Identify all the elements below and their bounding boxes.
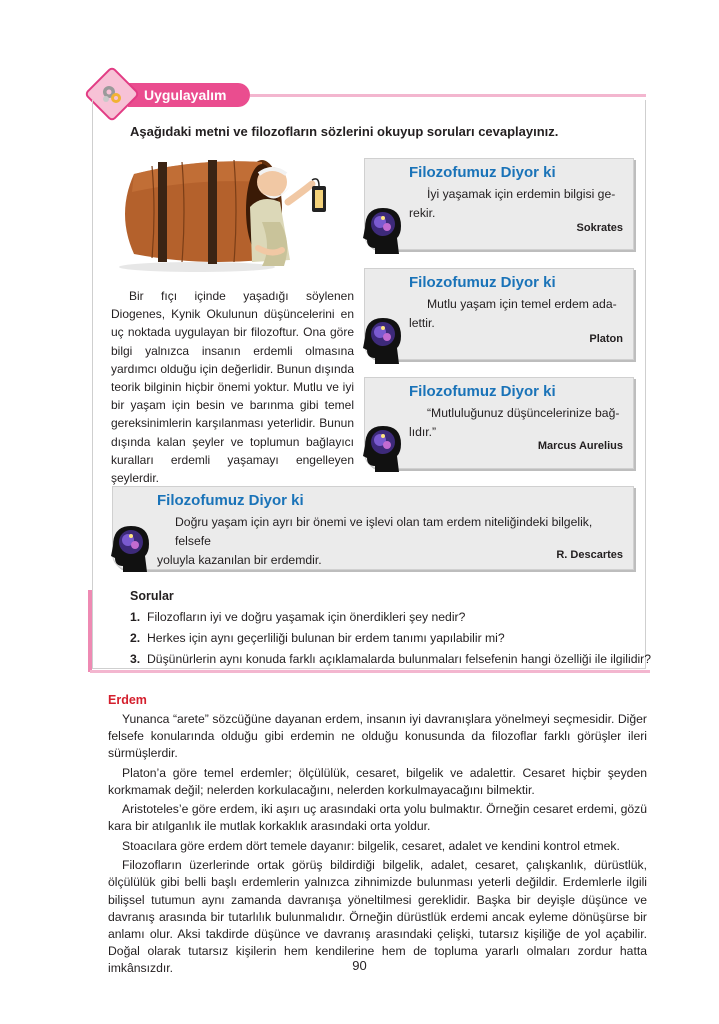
question-number: 3.	[130, 652, 141, 666]
question-text: Düşünürlerin aynı konuda farklı açıklamalarda bulunmaları felsefenin hangi özelliği ile ilgilidir?	[147, 652, 652, 666]
diogenes-barrel-illustration	[112, 152, 354, 274]
quote-title: Filozofumuz Diyor ki	[409, 164, 556, 181]
quote-box-descartes	[112, 486, 634, 570]
question-number: 1.	[130, 610, 141, 624]
instruction-text: Aşağıdaki metni ve filozofların sözlerini okuyup soruları cevaplayınız.	[130, 124, 559, 139]
quote-text	[409, 404, 627, 442]
erdem-paragraph: Stoacılara göre erdem dört temele dayanır: bilgelik, cesaret, adalet ve kendini kontrol etmek.	[122, 838, 620, 853]
erdem-heading: Erdem	[108, 693, 147, 707]
frame-bottom-rule	[90, 670, 650, 673]
diogenes-paragraph-text: Bir fıçı içinde yaşadığı söylenen Diogenes, Kynik Okulunun düşüncelerini en uç noktada uygulayan bir filozoftur. Ona göre bilgi yalnızca insanın erdemli olmasına yardımcı olduğu için değerlidir. Bunun dışında teorik bilginin hiçbir önemi yoktur. Mutlu ve iyi bir yaşam için besin ve barınma gibi temel gereksinimlerin karşılanması yeterlidir. Bunun dışında kalan şeyler ve toplumun bağlayıcı kuralları erdemli yaşamayı engelleyen şeylerdir.	[111, 289, 354, 486]
questions-heading: Sorular	[130, 589, 174, 603]
quote-line: rekir.	[409, 206, 436, 220]
diogenes-paragraph	[111, 287, 354, 487]
erdem-paragraph: Platon’a göre temel erdemler; ölçülülük, cesaret, bilgelik ve adalettir. Cesaret hiçbir şeyden korkmamak değil; nelerden korkulacağını, nelerden korkulmayacağını bilmektir.	[108, 765, 647, 797]
question-number: 2.	[130, 631, 141, 645]
questions-list	[130, 607, 651, 670]
erdem-body	[108, 711, 647, 979]
thinking-head-icon	[361, 422, 407, 474]
quote-line: Doğru yaşam için ayrı bir önemi ve işlevi olan tam erdem niteliğindeki bilgelik, felsefe	[175, 515, 593, 548]
question-item	[130, 649, 651, 670]
quote-line: İyi yaşamak için erdemin bilgisi ge-	[427, 187, 616, 201]
section-label-text: Uygulayalım	[144, 87, 227, 103]
quote-text	[409, 185, 627, 223]
question-item	[130, 607, 651, 628]
thinking-head-icon	[109, 522, 155, 574]
quote-title: Filozofumuz Diyor ki	[409, 274, 556, 291]
thinking-head-icon	[361, 204, 407, 256]
quote-author: Sokrates	[576, 222, 623, 234]
quote-text	[157, 513, 629, 570]
quote-title: Filozofumuz Diyor ki	[409, 383, 556, 400]
question-text: Herkes için aynı geçerliliği bulunan bir erdem tanımı yapılabilir mi?	[147, 631, 505, 645]
quote-line: lettir.	[409, 316, 435, 330]
erdem-paragraph: Filozofların üzerlerinde ortak görüş bildirdiği bilgelik, adalet, cesaret, çalışkanlık, dürüstlük, ölçülülük gibi belli başlı erdemlerin yalnızca zihnimizde bulunması yeterli değildir. Erdemlerle ilgili bilişsel tutumun aynı zamanda davranışa yöneltilmesi gereklidir. Başka bir deyişle düşünce ve davranış arasında bir tutarlılık bulunmalıdır. Örneğin dürüstlük erdemi ancak eyleme dönüşürse bir anlamı olur. Aksi takdirde düşünce ve davranış arasındaki çelişki, tutarsız kişiliğe de yol açabilir. Doğal olarak tutarsız kişilerin hem kendilerine hem de topluma yararlı olmaları zordur hatta imkânsızdır.	[108, 858, 647, 975]
page-number: 90	[352, 958, 367, 973]
quote-line: yoluyla kazanılan bir erdemdir.	[157, 553, 322, 567]
quote-text	[409, 295, 627, 333]
question-item	[130, 628, 651, 649]
quote-author: Platon	[589, 333, 623, 345]
frame-accent	[88, 590, 92, 672]
quote-line: lıdır.”	[409, 425, 437, 439]
erdem-paragraph: Aristoteles’e göre erdem, iki aşırı uç arasındaki orta yolu bulmaktır. Örneğin cesaret erdemi, gözü kara bir atılganlık ile mutlak korkaklık arasındaki orta yoldur.	[108, 802, 647, 834]
quote-line: Mutlu yaşam için temel erdem ada-	[427, 297, 617, 311]
question-text: Filozofların iyi ve doğru yaşamak için önerdikleri şey nedir?	[147, 610, 466, 624]
quote-title: Filozofumuz Diyor ki	[157, 492, 304, 509]
thinking-head-icon	[361, 314, 407, 366]
header-rule	[250, 94, 646, 97]
quote-author: Marcus Aurelius	[537, 440, 623, 452]
quote-author: R. Descartes	[556, 549, 623, 561]
erdem-paragraph: Yunanca “arete” sözcüğüne dayanan erdem, insanın iyi davranışlara yönelmeyi seçmesidir. Diğer felsefe konularında olduğu gibi erdemin ne olduğu konusunda da filozoflar farklı görüşler ileri sürmüşlerdir.	[108, 712, 647, 761]
quote-line: “Mutluluğunuz düşüncelerinize bağ-	[427, 406, 620, 420]
